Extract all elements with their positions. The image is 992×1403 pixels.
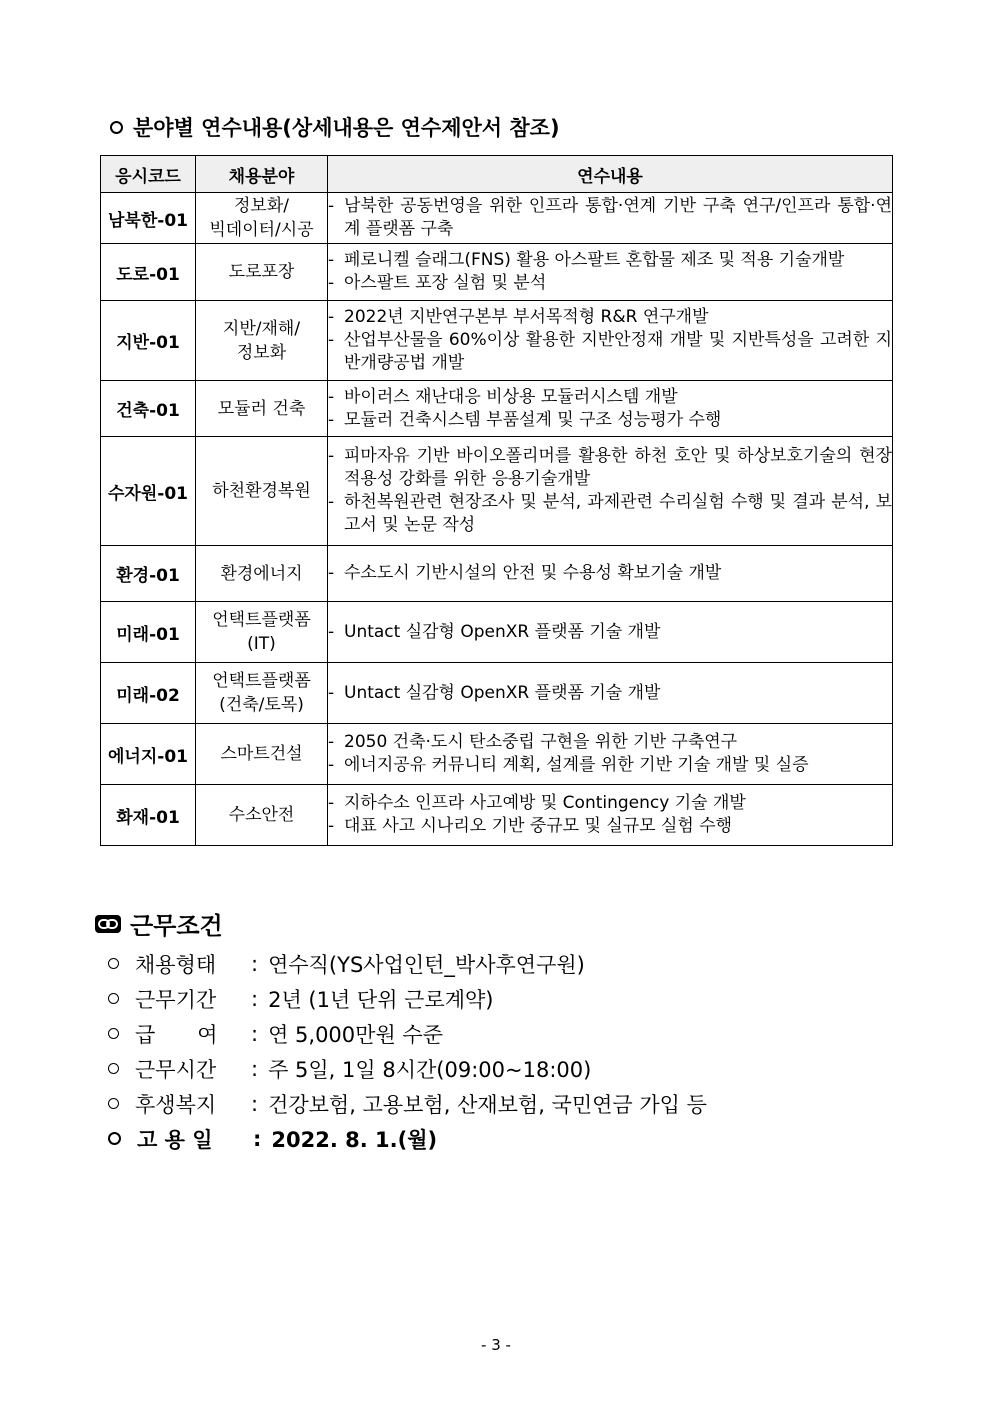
row-content [328,546,893,602]
table-row [101,437,893,546]
condition-label: 고 용 일 [137,1127,213,1152]
condition-value: 연 5,000만원 수준 [268,1022,443,1047]
row-code: 수자원-01 [101,437,196,546]
content-item [328,792,892,815]
field-line: 하천환경복원 [212,481,311,501]
content-text: 바이러스 재난대응 비상용 모듈러시스템 개발 [344,386,678,407]
field-line: 정보화/ [234,196,289,216]
dash-bullet: - [328,307,335,327]
row-field [196,381,328,437]
colon-separator: : [251,1056,259,1081]
condition-value: 건강보험, 고용보험, 산재보험, 국민연금 가입 등 [268,1092,707,1117]
row-field [196,785,328,846]
conditions-list [108,946,707,1156]
condition-label: 채용형태 [135,952,217,977]
content-item [328,562,892,585]
table-row [101,244,893,301]
link-icon [94,913,122,935]
field-line: 언택트플랫폼 [212,671,311,691]
circle-bullet-icon [110,121,123,134]
content-text: 지하수소 인프라 사고예방 및 Contingency 기술 개발 [344,793,746,813]
circle-bullet-icon [108,1063,119,1074]
content-item [328,491,892,537]
table-row [101,301,893,381]
dash-bullet: - [328,196,335,216]
row-code: 남북한-01 [101,193,196,244]
field-line: 도로포장 [228,262,295,282]
content-text: 남북한 공동번영을 위한 인프라 통합·연계 기반 구축 연구/인프라 통합·연계 플랫폼 구축 [344,196,892,239]
section-heading-conditions [94,906,223,941]
condition-item [108,1051,707,1086]
row-code: 지반-01 [101,301,196,381]
section-heading-training [110,112,560,142]
header-field: 채용분야 [196,156,328,193]
content-text: 에너지공유 커뮤니티 계획, 설계를 위한 기반 기술 개발 및 실증 [344,755,809,775]
dash-bullet: - [328,755,335,775]
row-content [328,193,893,244]
page-number: - 3 - [481,1336,511,1354]
field-line: 정보화 [236,342,287,363]
dash-bullet: - [328,386,335,407]
content-item [328,272,892,295]
circle-bullet-icon [108,1132,121,1145]
content-text: 2050 건축·도시 탄소중립 구현을 위한 기반 구축연구 [344,732,738,752]
field-line: 언택트플랫폼 [212,610,311,630]
row-field [196,602,328,663]
field-line: 스마트건설 [220,744,303,764]
content-text: 2022년 지반연구본부 부서목적형 R&R 연구개발 [344,307,709,327]
row-content [328,663,893,724]
condition-label: 근무기간 [135,987,217,1012]
condition-value: 2년 (1년 단위 근로계약) [268,987,494,1012]
content-text: 아스팔트 포장 실험 및 분석 [344,273,547,293]
condition-label: 급 여 [135,1022,218,1047]
row-content [328,724,893,785]
content-text: 하천복원관련 현장조사 및 분석, 과제관련 수리실험 수행 및 결과 분석, 보고서 및 논문 작성 [344,492,892,535]
row-code: 도로-01 [101,244,196,301]
header-code: 응시코드 [101,156,196,193]
circle-bullet-icon [108,1028,119,1039]
row-content [328,437,893,546]
table-row [101,602,893,663]
dash-bullet: - [328,621,335,642]
content-text: 피마자유 기반 바이오폴리머를 활용한 하천 호안 및 하상보호기술의 현장 적용성 강화를 위한 응용기술개발 [344,446,892,489]
row-code: 미래-02 [101,663,196,724]
row-field [196,663,328,724]
circle-bullet-icon [108,1098,119,1109]
colon-separator: : [251,1021,259,1046]
row-field [196,301,328,381]
condition-label: 후생복지 [135,1092,217,1117]
condition-item [108,946,707,981]
content-text: 수소도시 기반시설의 안전 및 수용성 확보기술 개발 [344,563,722,583]
row-content [328,381,893,437]
dash-bullet: - [328,793,335,813]
field-line: 환경에너지 [220,563,303,584]
colon-separator: : [251,986,259,1011]
section2-title: 근무조건 [130,912,223,940]
table-row [101,663,893,724]
content-item [328,445,892,491]
training-table [100,155,893,846]
table-row [101,785,893,846]
dash-bullet: - [328,682,335,703]
condition-value: 2022. 8. 1.(월) [271,1127,438,1152]
content-item [328,386,892,409]
table-row [101,381,893,437]
section-title: 분야별 연수내용(상세내용은 연수제안서 참조) [133,116,560,140]
content-item [328,815,892,838]
condition-item [108,981,707,1016]
dash-bullet: - [328,732,335,752]
field-line: (건축/토목) [219,695,304,715]
content-text: 산업부산물을 60%이상 활용한 지반안정재 개발 및 지반특성을 고려한 지반개량공법 개발 [344,330,892,373]
content-item [328,306,892,329]
colon-separator: : [253,1126,262,1151]
condition-item [108,1016,707,1051]
content-item [328,731,892,754]
row-field [196,193,328,244]
dash-bullet: - [328,492,335,512]
row-field [196,437,328,546]
circle-bullet-icon [108,993,119,1004]
dash-bullet: - [328,563,335,583]
table-row [101,193,893,244]
content-item [328,754,892,777]
row-code: 에너지-01 [101,724,196,785]
row-content [328,602,893,663]
dash-bullet: - [328,409,335,430]
row-code: 환경-01 [101,546,196,602]
content-text: Untact 실감형 OpenXR 플랫폼 기술 개발 [344,682,661,703]
dash-bullet: - [328,273,335,293]
dash-bullet: - [328,446,335,466]
dash-bullet: - [328,250,335,270]
field-line: 지반/재해/ [222,318,301,339]
content-text: 페로니켈 슬래그(FNS) 활용 아스팔트 혼합물 제조 및 적용 기술개발 [344,250,845,270]
header-content: 연수내용 [328,156,893,193]
row-content [328,301,893,381]
colon-separator: : [251,1091,259,1116]
content-item [328,682,892,705]
content-item [328,409,892,432]
row-code: 건축-01 [101,381,196,437]
dash-bullet: - [328,816,335,836]
content-item [328,621,892,644]
table-header-row [101,156,893,193]
field-line: 빅데이터/시공 [209,220,314,240]
content-text: 모듈러 건축시스템 부품설계 및 구조 성능평가 수행 [344,409,722,430]
content-item [328,329,892,375]
condition-value: 연수직(YS사업인턴_박사후연구원) [268,952,585,977]
row-content [328,785,893,846]
field-line: 수소안전 [228,805,295,825]
content-text: 대표 사고 시나리오 기반 중규모 및 실규모 실험 수행 [344,816,733,836]
field-line: 모듈러 건축 [217,398,306,419]
content-item [328,249,892,272]
row-field [196,244,328,301]
row-field [196,546,328,602]
row-field [196,724,328,785]
dash-bullet: - [328,330,335,350]
row-code: 미래-01 [101,602,196,663]
field-line: (IT) [247,634,276,654]
colon-separator: : [251,951,259,976]
table-row [101,724,893,785]
condition-item [108,1121,707,1156]
condition-value: 주 5일, 1일 8시간(09:00~18:00) [268,1057,592,1082]
table-row [101,546,893,602]
condition-item [108,1086,707,1121]
row-code: 화재-01 [101,785,196,846]
row-content [328,244,893,301]
circle-bullet-icon [108,958,119,969]
content-text: Untact 실감형 OpenXR 플랫폼 기술 개발 [344,621,661,642]
condition-label: 근무시간 [135,1057,217,1082]
content-item [328,195,892,241]
